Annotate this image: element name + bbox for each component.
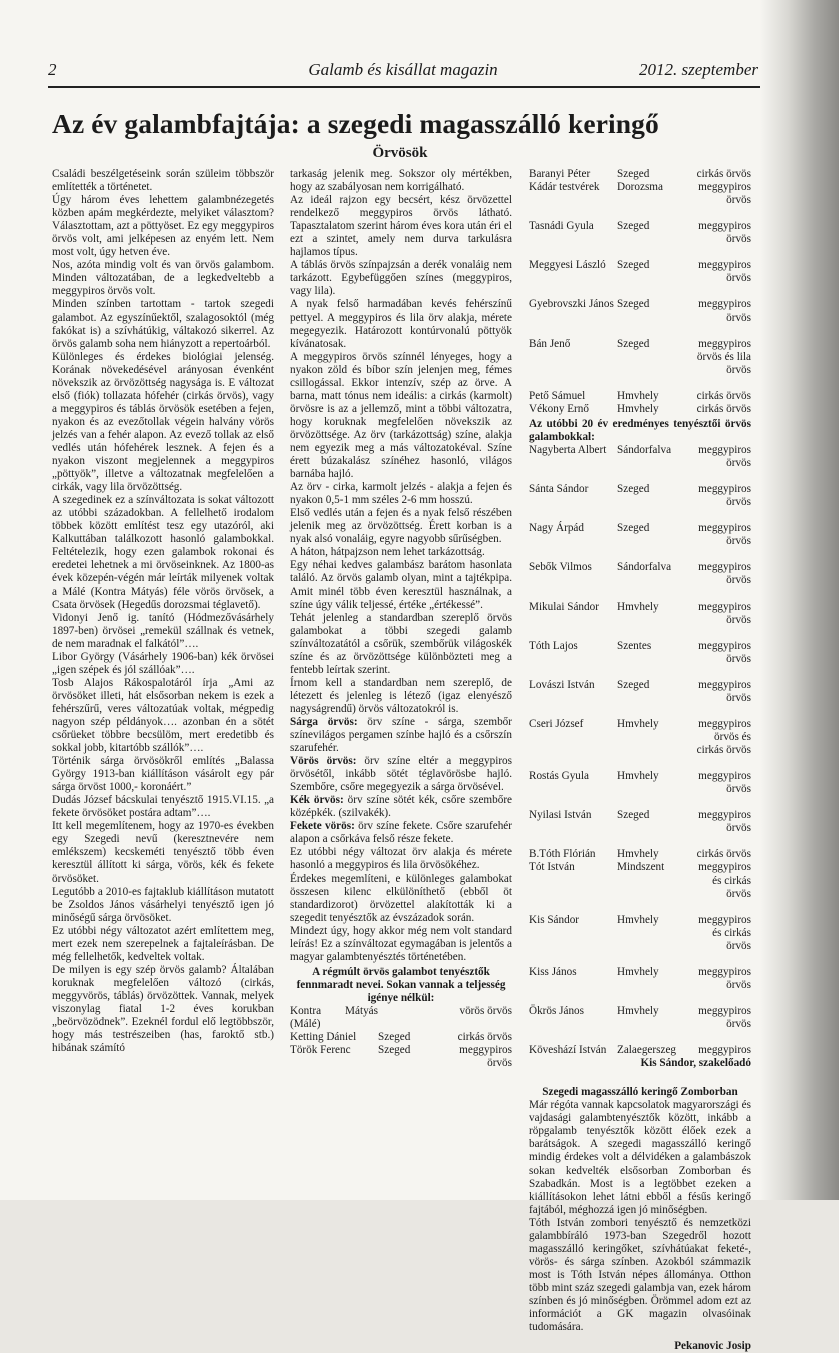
breeder-name: Sánta Sándor: [529, 483, 589, 496]
paragraph: Már régóta vannak kapcsolatok magyarországi és vajdasági galambtenyésztők között, inkább a röpgalamb tenyésztők között élőek ezek a barátságok. A szegedi magasszálló keringő mindig érdekes volt a délvidéken a galambászok sokan kedvelték elsősorban Zomborban és Szabadkán. Most is a legtöbbet ezeken a kiállításokon lehet látni ebből a fésűs keringő fajtából, méghozzá igen jó minőségben.: [529, 1099, 751, 1216]
paragraph: A háton, hátpajzson nem lehet tarkázottság.: [290, 546, 485, 559]
breeder-city: Szeged: [378, 1044, 411, 1057]
breeder-city: Hmvhely: [617, 389, 659, 402]
column-1: [52, 168, 274, 1055]
breeder-row: [529, 718, 751, 770]
variety-text: örv színe fekete. Csőre szarufehér alapon a csőrkáva felső része fekete.: [290, 820, 512, 846]
breeder-name: Ketting Dániel: [290, 1031, 357, 1044]
breeder-name: Török Ferenc: [290, 1044, 351, 1057]
breeder-variety: meggypiros örvös: [698, 600, 751, 626]
breeder-variety: meggypiros örvös: [698, 809, 751, 835]
breeder-city: Mindszent: [617, 861, 665, 874]
zombor-box-title: Szegedi magasszálló keringő Zomborban: [542, 1086, 738, 1099]
breeder-row: [529, 259, 751, 298]
breeder-variety: meggypiros örvös: [698, 220, 751, 246]
breeder-row: [529, 809, 751, 848]
paragraph: De milyen is egy szép örvös galamb? Általában koruknak megfelelően változó (cirkás, meggyvörös, táblás) örvözöttek. Vannak, melyek viszonylag fiatal 1-2 éves korukban „beörvözödnek”. Ezeknél fordul elő legtöbbször, hogy más testrészeiben (has, faroktő stb.) hibának számító: [52, 963, 274, 1055]
breeder-variety: meggypiros örvös: [698, 678, 751, 704]
column-2-body: [290, 168, 512, 716]
variety-text: örv színe eltér a meggypiros örvösétől, inkább sötét téglavörösbe hajló. Szembőre, csőre megegyezik a sárga örvösével.: [290, 755, 512, 794]
breeder-city: Szentes: [617, 639, 652, 652]
paragraph: Minden színben tartottam - tartok szegedi galambot. Az egyszínűektől, szalagosoktól (még fakókat is) a szívhátúkig, váltakozó sikerrel. Az örvös galamb soha nem hiányzott a repertoárból.: [52, 298, 274, 350]
breeders-recent-heading: Az utóbbi 20 év eredményes tenyésztői örvös galambokkal:: [529, 417, 751, 443]
breeder-variety: meggypiros örvös: [698, 181, 751, 207]
page-fold-shadow: [760, 0, 839, 1200]
breeder-variety: vörös örvös: [459, 1005, 512, 1017]
breeder-variety: meggypiros örvös: [698, 770, 751, 796]
breeder-variety: cirkás örvös: [696, 168, 751, 180]
breeder-city: Zalaegerszeg: [617, 1044, 677, 1057]
breeder-name: Gyebrovszki János: [529, 298, 614, 311]
breeder-row: [529, 522, 751, 561]
breeder-row: [529, 338, 751, 390]
breeder-city: Hmvhely: [617, 965, 659, 978]
breeder-name: Rostás Gyula: [529, 770, 589, 783]
column-2: [290, 168, 512, 1083]
page-header: [48, 60, 758, 84]
paragraph: Libor György (Vásárhely 1906-ban) kék örvösei „igen szépek és jól szállóak”….: [52, 650, 274, 676]
breeder-variety: meggypiros: [698, 1044, 751, 1057]
paragraph: Tehát jelenleg a standardban szereplő örvös galambokat a többi szegedi galamb színváltozatától a csőrük, szembőrük világoskék színe és az örvözöttsége különbözteti meg a fentebb leírtak szerint.: [290, 611, 512, 676]
breeder-variety: meggypiros örvös: [698, 522, 751, 548]
breeder-name: B.Tóth Flórián: [529, 848, 596, 861]
breeder-variety: meggypiros örvös: [459, 1044, 512, 1070]
paragraph: tarkaság jelenik meg. Sokszor oly mértékben, hogy az szabályosan nem korrigálható.: [290, 168, 512, 194]
breeders-old-heading: A régmúlt örvös galambot tenyésztők fennmaradt nevei. Sokan vannak a teljesség igénye nélkül:: [296, 965, 506, 1004]
breeder-name: Tót István: [529, 861, 575, 874]
breeder-variety: cirkás örvös: [457, 1031, 512, 1044]
breeder-variety: cirkás örvös: [696, 848, 751, 861]
paragraph: Családi beszélgetéseink során szüleim többször említették a történetet.: [52, 168, 274, 194]
breeder-row: [529, 914, 751, 966]
zombor-box-body: [529, 1099, 751, 1334]
paragraph: Úgy három éves lehettem galambnézegetés közben apám megkérdezte, melyiket választom? Választottam, azt a pöttyöset. Ez egy meggypiros örvös volt, ami jelképesen az enyém lett. Nem most volt, úgy hetven éve.: [52, 194, 274, 259]
magazine-name: Galamb és kisállat magazin: [308, 60, 498, 79]
breeder-city: Hmvhely: [617, 717, 659, 730]
breeder-name: Kádár testvérek: [529, 181, 600, 194]
paragraph: A szegedinek ez a színváltozata is sokat változott az utóbbi századokban. A fellelhető irodalom többek között említést tesz egy utazóról, aki Kalkuttában találkozott hasonló galambokkal. Feltételezik, hogy ezen galambok rokonai és eredetei lehetnek a mi örvöseinknek. Az 1800-as évek közepén-végén már leírták milyenek voltak a Málé (Kontra Mátyás) féle vörös örvösek, a Csata örvösek (Hegedűs dorozsmai téglavető).: [52, 494, 274, 611]
breeder-row: [529, 640, 751, 679]
breeder-row: [290, 1005, 512, 1031]
breeder-row: [529, 220, 751, 259]
breeder-variety: meggypiros örvös: [698, 561, 751, 587]
breeder-row: [529, 168, 751, 181]
breeder-row: [529, 770, 751, 809]
breeder-city: Hmvhely: [617, 770, 659, 783]
breeder-row: [290, 1031, 512, 1044]
variety-label: Vörös örvös:: [290, 755, 357, 768]
breeder-name: Vékony Ernő: [529, 402, 589, 415]
breeder-name: Kis Sándor: [529, 913, 580, 926]
paragraph: Első vedlés után a fejen és a nyak felső részében jelenik meg az örvözöttség. Érett korban is a nyak alsó vonaláig, egyre nagyobb sűrűségben.: [290, 507, 512, 546]
breeder-name: Meggyesi László: [529, 259, 606, 272]
paragraph: Ez utóbbi négy változatot azért említettem meg, mert ezek nem szerepelnek a fajtaleírásban. De még fellelhetők, kedveltek voltak.: [52, 924, 274, 963]
breeder-variety: cirkás örvös: [696, 402, 751, 415]
breeders-recent-list: [529, 444, 751, 1057]
paragraph: Írnom kell a standardban nem szereplő, de létezett és jelenleg is létező (igaz elenyésző nagyságrendű) örvös változatokról is.: [290, 676, 512, 715]
paragraph: Tóth István zombori tenyésztő és nemzetközi galambbíráló 1973-ban Szegedről hozott magasszálló keringőket, szívhátúakat feketé-, vörös- és sárga színben. Azokból számmazik most is Tóth István népes állománya. Otthon több mint száz szegedi galambja van, ezek három színben és jó minőségben. Örömmel adom ezt az információt a GK magazin olvasóinak tudomására.: [529, 1216, 751, 1334]
breeder-name: Tasnádi Gyula: [529, 220, 594, 233]
issue-date: 2012. szeptember: [639, 60, 758, 79]
breeder-name: Ökrös János: [529, 1005, 585, 1017]
breeder-name: Mikulai Sándor: [529, 600, 599, 613]
header-rule: [48, 86, 760, 88]
breeder-name: Nyilasi István: [529, 809, 592, 822]
breeder-row: [529, 561, 751, 600]
variety-text: örv színe sötét kék, csőre szembőre középkék. (szilvakék).: [290, 794, 513, 820]
breeder-city: Dorozsma: [617, 181, 663, 194]
breeder-city: Sándorfalva: [617, 443, 672, 456]
breeder-city: [378, 1005, 450, 1031]
breeder-row: [529, 298, 751, 337]
breeder-row: [529, 390, 751, 403]
breeder-name: Tóth Lajos: [529, 639, 578, 652]
breeder-variety: meggypiros és cirkás örvös: [698, 913, 751, 952]
paragraph: Ez utóbbi négy változat örv alakja és mérete hasonló a meggypiros és lila örvösökéhez.: [290, 846, 512, 872]
breeder-row: [529, 181, 751, 220]
paragraph: Történik sárga örvösökről említés „Balassa György 1913-ban kiállításon vásárolt egy pár sárga örvöst 1000,- koronáért.”: [52, 755, 274, 794]
breeder-name: Sebők Vilmos: [529, 561, 592, 574]
breeder-city: Hmvhely: [617, 1005, 659, 1017]
paragraph: Érdekes megemlíteni, e különleges galambokat összesen kilenc elkülöníthető (ebből öt standardizorot) örvözettel alakították ki a szegedit tenyésztők az évszázadok során.: [290, 872, 512, 924]
breeders-old-list: [290, 1005, 512, 1083]
breeder-variety: meggypiros és cirkás örvös: [698, 861, 751, 900]
paragraph: Tosb Alajos Rákospalotáról írja „Ami az örvösöket illeti, hát elsősorban nekem is ezek a fehérszűrű, veres változatúak voltak, mégpedig nagyon szép példányok…. azonban én a sötét csőrüeket többre becsülöm, mert eredetibb és sokkal jobb, kitartóbb szállók”….: [52, 676, 274, 755]
breeder-city: Sándorfalva: [617, 561, 672, 574]
paragraph: Egy néhai kedves galambász barátom hasonlata találó. Az örvös galamb olyan, mint a tajtékpipa. Amit minél több éven keresztül használnak, a színe úgy válik teljessé, értéke „értékessé”.: [290, 559, 512, 611]
breeder-row: [529, 1044, 751, 1057]
paragraph: Legutóbb a 2010-es fajtaklub kiállításon mutatott be Zsoldos János vásárhelyi tenyésztő igen jó minőségű sárga örvösöket.: [52, 885, 274, 924]
breeder-city: Szeged: [617, 809, 650, 822]
breeder-row: [290, 1044, 512, 1083]
paragraph: Különleges és érdekes biológiai jelenség. Korának növekedésével arányosan évenként növekszik az örvözöttség nagysága is. E változat első (fiók) tollazata hófehér (cirkás örvös), vagy a meggypiros és táblás örvösök esetében a fejen, nyakon és az evezőtollak végein halvány vörös jelzés van a fehér alapon. Az evező tollak az első vedlés után hófehérek lesznek. A fejen és a nyakon viszont megjelennek a meggypiros „pöttyök”, illetve a változatnak megfelelően a cirkák, vagy lila örvözöttség.: [52, 350, 274, 494]
breeder-variety: meggypiros örvös: [698, 483, 751, 509]
paragraph: Itt kell megemlítenem, hogy az 1970-es években egy Szegedi nevű (keresztnevére nem emlékszem) kecskeméti tenyésztő több éven keresztül állított ki sárga, vörös, kék és fekete örvösöket.: [52, 820, 274, 885]
breeder-row: [529, 861, 751, 913]
breeder-city: Szeged: [617, 522, 650, 535]
breeder-row: [529, 483, 751, 522]
breeder-name: Lovászi István: [529, 678, 595, 691]
breeder-city: Szeged: [617, 298, 650, 311]
color-varieties: [290, 716, 512, 846]
breeder-name: Baranyi Péter: [529, 168, 591, 180]
paragraph: Az ideál rajzon egy becsért, kész örvözettel rendelkező meggypiros örvös látható. Tapasztalatom szerint három éves kora után éri el ezt a szintet, amely nem durva tarkulásra hajlamos típus.: [290, 194, 512, 259]
author-signature: Kis Sándor, szakelőadó: [640, 1057, 751, 1070]
breeder-city: Hmvhely: [617, 848, 659, 861]
variety-label: Kék örvös:: [290, 794, 344, 807]
paragraph: A meggypiros örvös színnél lényeges, hogy a nyakon zöld és bíbor szín jelenjen meg, fémes csillogással. Ekkor intenzív, szép az örve. A barna, matt tónus nem ideális: a cirkás (karmolt) örvösre is az a jellemző, mint a többi változatra, hogy koruknak megfelelően növekszik az örvözöttsége. Az örv (tarkázottság) színe, alakja nem egyezik meg a más változatokéval. Színe érett búzakalász színéhez hasonló, világos barnába hajló.: [290, 350, 512, 481]
color-variety: [290, 820, 512, 846]
breeder-city: Szeged: [378, 1031, 411, 1044]
column-3: [529, 168, 751, 1353]
breeder-row: [529, 444, 751, 483]
breeder-city: Szeged: [617, 337, 650, 350]
breeder-variety: meggypiros örvös: [698, 443, 751, 470]
color-variety: [290, 755, 512, 794]
breeder-city: Hmvhely: [617, 402, 659, 415]
breeder-city: Szeged: [617, 220, 650, 233]
breeder-city: Szeged: [617, 259, 650, 272]
breeder-variety: meggypiros örvös: [698, 298, 751, 324]
breeder-name: Kontra Mátyás (Málé): [290, 1005, 378, 1031]
column-2-after: [290, 846, 512, 963]
breeder-name: Köveshází István: [529, 1044, 607, 1057]
page-number: 2: [48, 60, 57, 79]
breeder-variety: meggypiros örvös: [698, 259, 751, 285]
breeder-city: Szeged: [617, 678, 650, 691]
article-title: Az év galambfajtája: a szegedi magasszálló keringő: [52, 108, 659, 139]
breeder-name: Bán Jenő: [529, 337, 571, 350]
breeder-variety: meggypiros örvös és lila örvös: [696, 337, 751, 376]
zombor-signature: Pekanovic Josip: [674, 1340, 751, 1353]
variety-text: örv színe - sárga, szembőr színevilágos pergamen színbe hajló és a csőrszín szarufehér.: [290, 715, 512, 755]
breeder-row: [529, 966, 751, 1005]
variety-label: Sárga örvös:: [290, 715, 358, 728]
breeder-name: Nagyberta Albert: [529, 443, 607, 456]
breeder-name: Kiss János: [529, 965, 577, 978]
paragraph: Vidonyi Jenő ig. tanító (Hódmezővásárhely 1897-ben) örvösei „remekül szállnak és vetnek, de nem maradnak el falkától”….: [52, 611, 274, 650]
breeder-variety: meggypiros örvös: [698, 965, 751, 991]
breeder-variety: cirkás örvös: [696, 389, 751, 402]
paragraph: Az örv - cirka, karmolt jelzés - alakja a fejen és nyakon 0,5-1 mm széles 2-6 mm hosszú.: [290, 481, 512, 507]
breeder-row: [529, 601, 751, 640]
breeder-name: Nagy Árpád: [529, 522, 584, 535]
breeder-row: [529, 848, 751, 861]
breeder-row: [529, 1005, 751, 1044]
article-subtitle: Örvösök: [372, 145, 428, 161]
breeders-list-continued: [529, 168, 751, 416]
breeder-variety: meggypiros örvös: [698, 1005, 751, 1031]
breeder-city: Szeged: [617, 483, 650, 496]
color-variety: [290, 716, 512, 755]
breeder-name: Cseri József: [529, 717, 584, 730]
paragraph: A táblás örvös színpajzsán a derék vonaláig nem tarkázott. Egybefüggően színes (meggypiros, vagy lila).: [290, 259, 512, 298]
breeder-city: Szeged: [617, 168, 650, 180]
breeder-row: [529, 679, 751, 718]
paragraph: A nyak felső harmadában kevés fehérszínű pettyel. A meggypiros és lila örv alakja, mérete megegyezik. Határozott kontúrvonalú pöttyök kívánatosak.: [290, 298, 512, 350]
breeder-name: Pető Sámuel: [529, 389, 586, 402]
variety-label: Fekete vörös:: [290, 820, 355, 833]
breeder-city: Hmvhely: [617, 913, 659, 926]
breeder-variety: meggypiros örvös: [698, 639, 751, 665]
breeder-city: Hmvhely: [617, 600, 659, 613]
breeder-variety: meggypiros örvös és cirkás örvös: [696, 717, 751, 757]
color-variety: [290, 794, 512, 820]
paragraph: Dudás József bácskulai tenyésztő 1915.VI.15. „a fekete örvösöket postára adtam”….: [52, 794, 274, 820]
breeder-row: [529, 403, 751, 416]
paragraph: Nos, azóta mindig volt és van örvös galambom. Minden változatában, de a legkedveltebb a meggypiros örvös volt.: [52, 259, 274, 298]
paragraph: Mindezt úgy, hogy akkor még nem volt standard leírás! Ez a színváltozat egymagában is jelentős a magyar galambtenyésztés történetében.: [290, 924, 512, 963]
